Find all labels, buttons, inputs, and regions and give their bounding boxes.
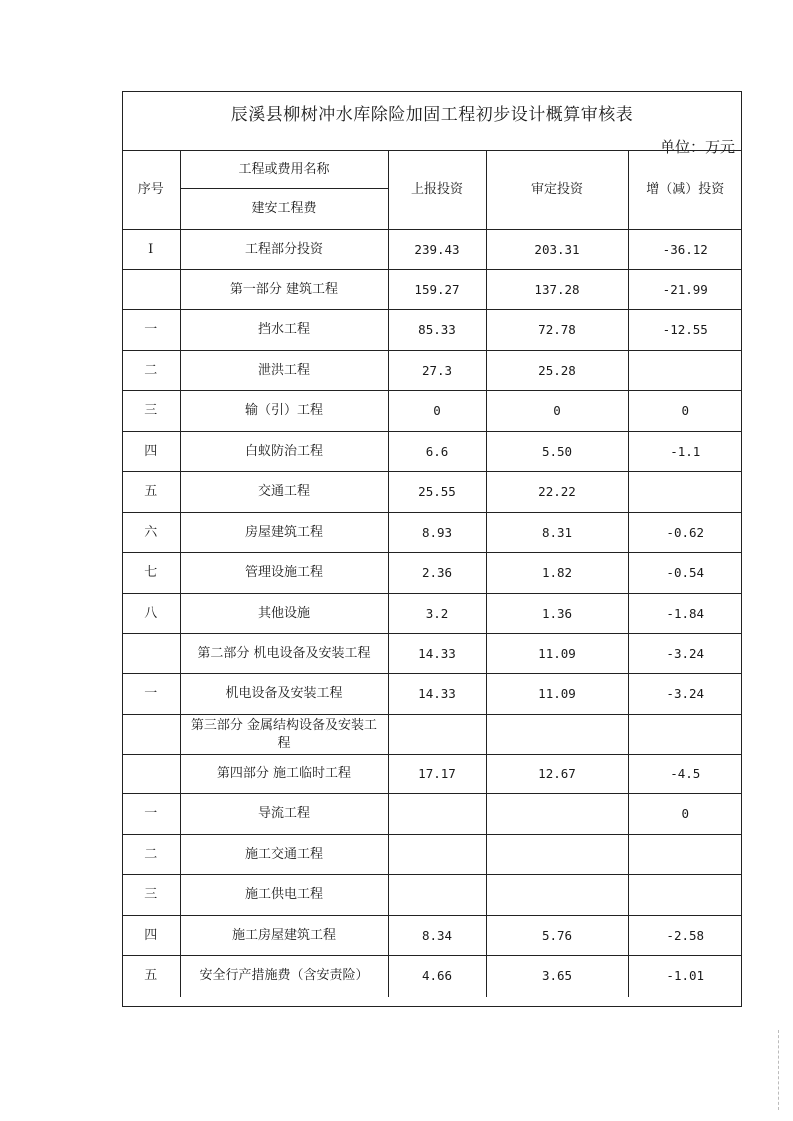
cell-seq: 三 [122, 875, 180, 916]
cell-approved: 11.09 [486, 674, 628, 715]
cell-seq: 五 [122, 472, 180, 513]
cell-reported [388, 835, 486, 875]
cell-name: 机电设备及安装工程 [180, 674, 388, 715]
cell-change: -0.54 [628, 553, 742, 594]
cell-name: 第一部分 建筑工程 [180, 270, 388, 310]
cell-reported: 14.33 [388, 674, 486, 715]
table-row [122, 270, 742, 310]
cell-approved: 11.09 [486, 634, 628, 674]
cell-change [628, 835, 742, 875]
cell-seq: 六 [122, 513, 180, 553]
table-row [122, 715, 742, 755]
cell-reported: 85.33 [388, 310, 486, 351]
cell-reported [388, 875, 486, 916]
cell-name: 工程部分投资 [180, 230, 388, 270]
cell-reported: 2.36 [388, 553, 486, 594]
cell-reported: 8.93 [388, 513, 486, 553]
cell-seq [122, 270, 180, 310]
cell-name: 其他设施 [180, 594, 388, 634]
cell-change: -4.5 [628, 755, 742, 794]
cell-reported [388, 715, 486, 755]
cell-approved: 8.31 [486, 513, 628, 553]
table-row [122, 794, 742, 835]
table-row [122, 310, 742, 351]
header-name-top: 工程或费用名称 [180, 151, 388, 189]
header-approved: 审定投资 [486, 151, 628, 230]
cell-name: 第二部分 机电设备及安装工程 [180, 634, 388, 674]
cell-seq: 二 [122, 351, 180, 391]
cell-reported: 6.6 [388, 432, 486, 472]
cell-approved: 203.31 [486, 230, 628, 270]
cell-change: -12.55 [628, 310, 742, 351]
cell-seq: Ⅰ [122, 230, 180, 270]
cell-change: 0 [628, 391, 742, 432]
cell-approved: 5.50 [486, 432, 628, 472]
cell-change [628, 715, 742, 755]
cell-approved: 1.36 [486, 594, 628, 634]
cell-approved [486, 715, 628, 755]
cell-change: -21.99 [628, 270, 742, 310]
cell-reported: 17.17 [388, 755, 486, 794]
table-row [122, 391, 742, 432]
header-reported: 上报投资 [388, 151, 486, 230]
cell-name: 交通工程 [180, 472, 388, 513]
cell-change: 0 [628, 794, 742, 835]
table-row [122, 432, 742, 472]
cell-change: -2.58 [628, 916, 742, 956]
header-seq: 序号 [122, 151, 180, 230]
cell-approved: 72.78 [486, 310, 628, 351]
cell-approved: 0 [486, 391, 628, 432]
cell-name: 施工房屋建筑工程 [180, 916, 388, 956]
table-row [122, 553, 742, 594]
cell-reported: 27.3 [388, 351, 486, 391]
cell-name: 泄洪工程 [180, 351, 388, 391]
table-row [122, 472, 742, 513]
table-row [122, 351, 742, 391]
cell-seq: 四 [122, 916, 180, 956]
cell-name: 导流工程 [180, 794, 388, 835]
cell-name: 安全行产措施费（含安责险） [180, 956, 388, 997]
cell-approved: 22.22 [486, 472, 628, 513]
cell-approved: 137.28 [486, 270, 628, 310]
table-row [122, 230, 742, 270]
cell-approved [486, 794, 628, 835]
cell-seq: 八 [122, 594, 180, 634]
budget-table [122, 150, 742, 997]
cell-seq [122, 634, 180, 674]
cell-reported: 8.34 [388, 916, 486, 956]
table-row [122, 594, 742, 634]
cell-approved: 5.76 [486, 916, 628, 956]
cell-seq: 三 [122, 391, 180, 432]
cell-seq: 二 [122, 835, 180, 875]
cell-change: -1.1 [628, 432, 742, 472]
cell-seq [122, 755, 180, 794]
cell-approved [486, 875, 628, 916]
cell-seq: 一 [122, 794, 180, 835]
cell-seq [122, 715, 180, 755]
cell-reported: 4.66 [388, 956, 486, 997]
scan-edge-mark [776, 1030, 779, 1110]
cell-seq: 一 [122, 310, 180, 351]
cell-reported: 0 [388, 391, 486, 432]
cell-seq: 一 [122, 674, 180, 715]
cell-reported [388, 794, 486, 835]
cell-seq: 五 [122, 956, 180, 997]
cell-name: 管理设施工程 [180, 553, 388, 594]
header-change: 增（减）投资 [628, 151, 742, 230]
cell-name: 输（引）工程 [180, 391, 388, 432]
table-row [122, 674, 742, 715]
cell-reported: 239.43 [388, 230, 486, 270]
table-row [122, 916, 742, 956]
cell-reported: 3.2 [388, 594, 486, 634]
header-name-bottom: 建安工程费 [180, 189, 388, 230]
cell-change: -1.01 [628, 956, 742, 997]
table-row [122, 513, 742, 553]
table-row [122, 875, 742, 916]
cell-change: -1.84 [628, 594, 742, 634]
cell-approved: 25.28 [486, 351, 628, 391]
cell-reported: 159.27 [388, 270, 486, 310]
cell-reported: 14.33 [388, 634, 486, 674]
cell-name: 施工交通工程 [180, 835, 388, 875]
cell-change [628, 351, 742, 391]
cell-approved: 1.82 [486, 553, 628, 594]
cell-name: 施工供电工程 [180, 875, 388, 916]
cell-reported: 25.55 [388, 472, 486, 513]
table-row [122, 956, 742, 997]
cell-approved: 3.65 [486, 956, 628, 997]
cell-change: -3.24 [628, 674, 742, 715]
cell-change [628, 472, 742, 513]
cell-change: -36.12 [628, 230, 742, 270]
table-row [122, 835, 742, 875]
cell-seq: 四 [122, 432, 180, 472]
cell-approved: 12.67 [486, 755, 628, 794]
cell-approved [486, 835, 628, 875]
table-row [122, 634, 742, 674]
cell-name: 第四部分 施工临时工程 [180, 755, 388, 794]
cell-change: -3.24 [628, 634, 742, 674]
cell-change: -0.62 [628, 513, 742, 553]
unit-label: 单位：万元 [659, 138, 735, 156]
cell-name: 第三部分 金属结构设备及安装工程 [180, 715, 388, 755]
page-title: 辰溪县柳树冲水库除险加固工程初步设计概算审核表 [230, 105, 634, 125]
cell-name: 挡水工程 [180, 310, 388, 351]
cell-change [628, 875, 742, 916]
cell-name: 房屋建筑工程 [180, 513, 388, 553]
table-row [122, 755, 742, 794]
cell-name: 白蚁防治工程 [180, 432, 388, 472]
cell-seq: 七 [122, 553, 180, 594]
